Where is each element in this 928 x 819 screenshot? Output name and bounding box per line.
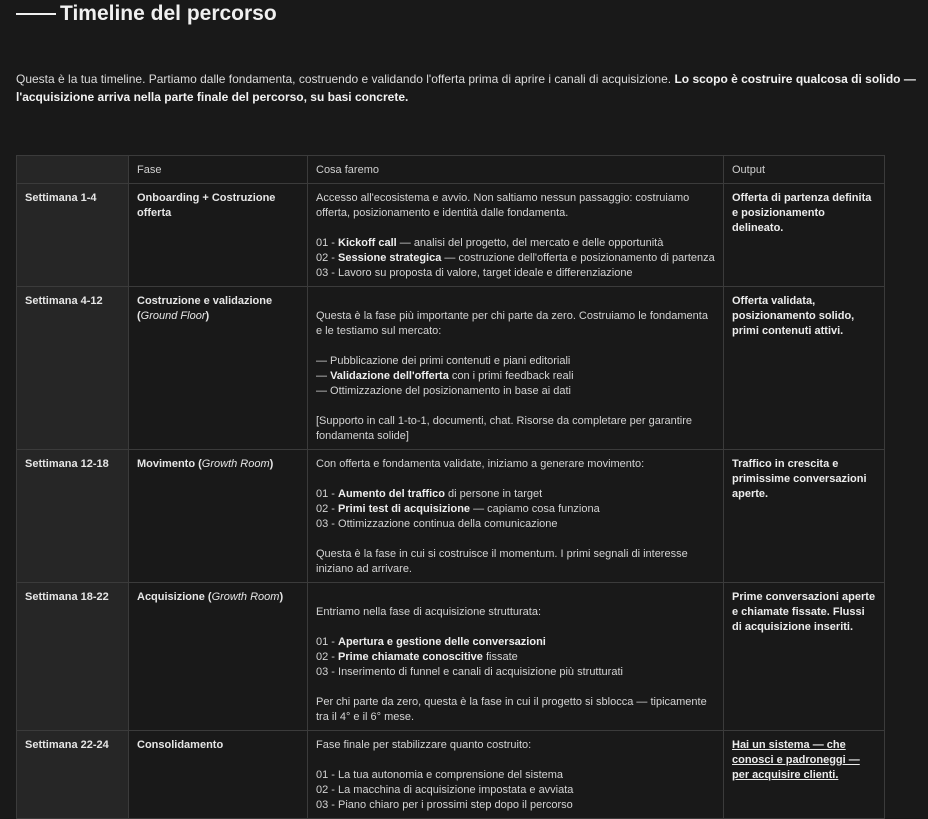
- item-prefix: 01 - La tua autonomia e comprensione del sistema: [316, 769, 564, 781]
- item-suffix: — analisi del progetto, del mercato e delle opportunità: [396, 237, 664, 249]
- output-cell: [724, 731, 885, 819]
- item-bold: Kickoff call: [338, 237, 397, 249]
- what-cell: [308, 583, 724, 731]
- what-cell: [308, 450, 724, 583]
- what-closing-note: [Supporto in call 1-to-1, documenti, chat. Risorse da completare per garantire fondamenta solide]: [316, 415, 693, 442]
- output-link[interactable]: Hai un sistema — che conosci e padroneggi — per acquisire clienti.: [732, 739, 860, 781]
- phase-name: Movimento: [137, 458, 196, 470]
- what-list-item: [316, 783, 715, 798]
- what-closing-note: Per chi parte da zero, questa è la fase in cui il progetto si sblocca — tipicamente tra il 4° e il 6° mese.: [316, 696, 707, 723]
- output-text: Offerta validata, posizionamento solido, primi contenuti attivi.: [732, 295, 855, 337]
- item-prefix: 03 - Inserimento di funnel e canali di acquisizione più strutturati: [316, 666, 623, 678]
- what-intro: Accesso all'ecosistema e avvio. Non saltiamo nessun passaggio: costruiamo offerta, posizionamento e identità dalle fondamenta.: [316, 192, 690, 219]
- table-row: [17, 583, 885, 731]
- week-cell: Settimana 18-22: [17, 583, 129, 731]
- item-prefix: 03 - Ottimizzazione continua della comunicazione: [316, 518, 558, 530]
- phase-name: Onboarding + Costruzione offerta: [137, 192, 276, 219]
- item-prefix: — Ottimizzazione del posizionamento in base ai dati: [316, 385, 571, 397]
- table-header-row: [17, 156, 885, 184]
- item-suffix: — costruzione dell'offerta e posizionamento di partenza: [441, 252, 715, 264]
- output-cell: [724, 583, 885, 731]
- week-cell: Settimana 12-18: [17, 450, 129, 583]
- item-prefix: 01 -: [316, 237, 339, 249]
- table-row: [17, 731, 885, 819]
- intro-bold-text: Lo scopo è costruire qualcosa di solido — l'acquisizione arriva nella parte finale del percorso, su basi concrete.: [16, 72, 916, 104]
- phase-cell: Acquisizione (Growth Room): [129, 583, 308, 731]
- phase-cell: [129, 731, 308, 819]
- item-bold: Aumento del traffico: [338, 488, 445, 500]
- item-prefix: 02 -: [316, 252, 339, 264]
- header-phase: Fase: [129, 156, 308, 184]
- item-suffix: fissate: [482, 651, 518, 663]
- item-prefix: — Pubblicazione dei primi contenuti e piani editoriali: [316, 355, 571, 367]
- what-list-item: [316, 354, 715, 369]
- item-prefix: 03 - Lavoro su proposta di valore, target ideale e differenziazione: [316, 267, 633, 279]
- table-row: [17, 450, 885, 583]
- intro-text: Questa è la tua timeline. Partiamo dalle fondamenta, costruendo e validando l'offerta prima di aprire i canali di acquisizione.: [16, 72, 675, 86]
- output-text: Traffico in crescita e primissime conversazioni aperte.: [732, 458, 867, 500]
- what-closing-note: Questa è la fase in cui si costruisce il momentum. I primi segnali di interesse iniziano ad arrivare.: [316, 548, 688, 575]
- item-suffix: — capiamo cosa funziona: [470, 503, 600, 515]
- item-bold: Sessione strategica: [338, 252, 442, 264]
- item-bold: Prime chiamate conoscitive: [338, 651, 483, 663]
- what-intro: Questa è la fase più importante per chi parte da zero. Costruiamo le fondamenta e le testiamo sul mercato:: [316, 310, 708, 337]
- what-list-item: [316, 251, 715, 266]
- what-list-item: [316, 650, 715, 665]
- title-dash-decoration: [16, 13, 56, 15]
- item-suffix: di persone in target: [444, 488, 543, 500]
- what-list-item: [316, 266, 715, 281]
- item-bold: Primi test di acquisizione: [338, 503, 471, 515]
- what-intro: Fase finale per stabilizzare quanto costruito:: [316, 739, 532, 751]
- output-cell: [724, 287, 885, 450]
- phase-subtitle: Growth Room: [201, 458, 270, 470]
- intro-paragraph: [16, 70, 921, 106]
- what-list-item: [316, 798, 715, 813]
- phase-subtitle: Growth Room: [211, 591, 280, 603]
- output-text: Prime conversazioni aperte e chiamate fissate. Flussi di acquisizione inseriti.: [732, 591, 876, 633]
- what-list-item: [316, 635, 715, 650]
- phase-cell: [129, 184, 308, 287]
- output-cell: [724, 184, 885, 287]
- what-list-item: [316, 369, 715, 384]
- header-week: [17, 156, 129, 184]
- timeline-table: [16, 155, 885, 819]
- item-prefix: 01 -: [316, 488, 339, 500]
- what-list-item: [316, 236, 715, 251]
- page-title-text: Timeline del percorso: [60, 2, 277, 25]
- phase-name: Consolidamento: [137, 739, 224, 751]
- item-prefix: 02 -: [316, 651, 339, 663]
- what-intro: Entriamo nella fase di acquisizione strutturata:: [316, 606, 542, 618]
- what-list-item: [316, 384, 715, 399]
- item-suffix: con i primi feedback reali: [448, 370, 574, 382]
- header-what: Cosa faremo: [308, 156, 724, 184]
- item-prefix: —: [316, 370, 331, 382]
- what-list-item: [316, 768, 715, 783]
- output-cell: [724, 450, 885, 583]
- phase-name: Acquisizione: [137, 591, 205, 603]
- what-list-item: [316, 665, 715, 680]
- item-prefix: 01 -: [316, 636, 339, 648]
- header-output: Output: [724, 156, 885, 184]
- what-intro: Con offerta e fondamenta validate, iniziamo a generare movimento:: [316, 458, 645, 470]
- page-title: [16, 2, 277, 26]
- output-text: Offerta di partenza definita e posizionamento delineato.: [732, 192, 872, 234]
- phase-name: Costruzione e validazione: [137, 295, 273, 307]
- what-list-item: [316, 502, 715, 517]
- item-prefix: 02 - La macchina di acquisizione impostata e avviata: [316, 784, 574, 796]
- week-cell: Settimana 1-4: [17, 184, 129, 287]
- table-row: [17, 287, 885, 450]
- what-list-item: [316, 487, 715, 502]
- item-prefix: 03 - Piano chiaro per i prossimi step dopo il percorso: [316, 799, 573, 811]
- what-cell: [308, 731, 724, 819]
- item-bold: Validazione dell'offerta: [330, 370, 449, 382]
- what-cell: [308, 287, 724, 450]
- week-cell: Settimana 4-12: [17, 287, 129, 450]
- table-row: [17, 184, 885, 287]
- item-bold: Apertura e gestione delle conversazioni: [338, 636, 546, 648]
- what-cell: [308, 184, 724, 287]
- phase-subtitle: Ground Floor: [140, 310, 206, 322]
- phase-cell: Costruzione e validazione (Ground Floor): [129, 287, 308, 450]
- item-prefix: 02 -: [316, 503, 339, 515]
- what-list-item: [316, 517, 715, 532]
- week-cell: Settimana 22-24: [17, 731, 129, 819]
- phase-cell: Movimento (Growth Room): [129, 450, 308, 583]
